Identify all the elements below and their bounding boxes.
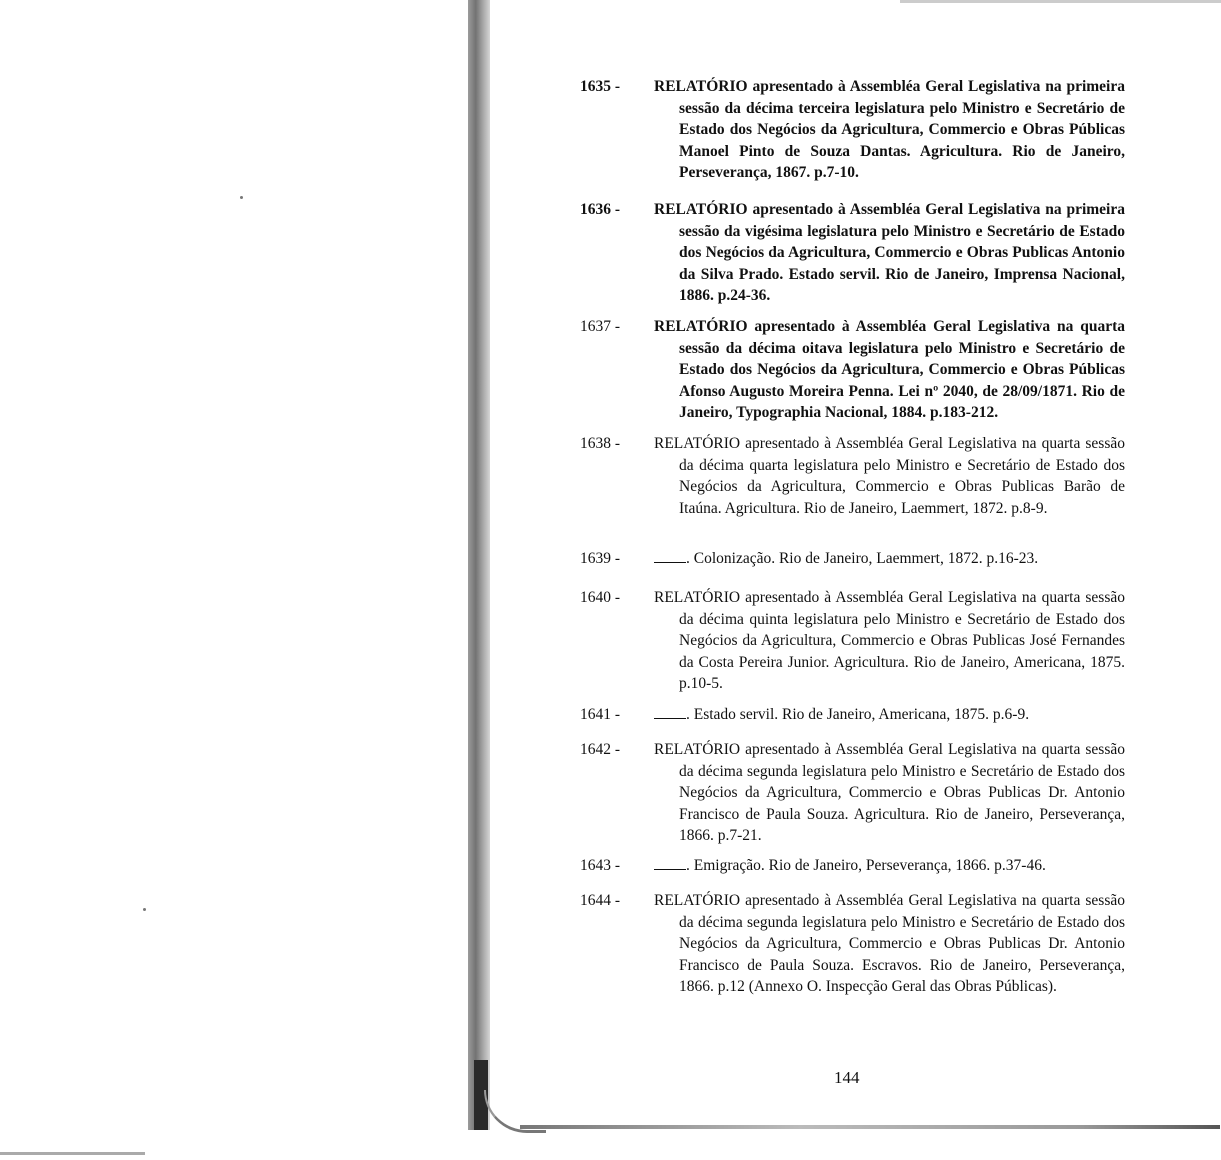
scan-edge-top xyxy=(900,0,1221,3)
entry-text-continued xyxy=(654,704,1125,726)
entry-number: 1635 - xyxy=(580,78,621,95)
bibliography-entry xyxy=(580,855,1125,877)
entry-text: RELATÓRIO apresentado à Assembléa Geral Legislativa na primeira sessão da décima terceira legislatura pelo Ministro e Secretário de Estado dos Negócios da Agricultura, Commercio e Obras Públicas Manoel Pinto de Souza Dantas. Agricultura. Rio de Janeiro, Perseverança, 1867. p.7-10. xyxy=(654,78,1125,181)
entry-number: 1640 - xyxy=(580,589,621,606)
entry-text: RELATÓRIO apresentado à Assembléa Geral Legislativa na quarta sessão da décima quinta legislatura pelo Ministro e Secretário de Estado dos Negócios da Agricultura, Commercio e Obras Publicas José Fernandes da Costa Pereira Junior. Agricultura. Rio de Janeiro, Americana, 1875. p.10-5. xyxy=(654,589,1125,692)
entry-number: 1638 - xyxy=(580,435,621,452)
entry-text: RELATÓRIO apresentado à Assembléa Geral Legislativa na primeira sessão da vigésima legislatura pelo Ministro e Secretário de Estado dos Negócios da Agricultura, Commercio e Obras Publicas Antonio da Silva Prado. Estado servil. Rio de Janeiro, Imprensa Nacional, 1886. p.24-36. xyxy=(654,201,1125,304)
entry-number: 1643 - xyxy=(580,857,621,874)
ditto-blank xyxy=(654,868,686,870)
bibliography-entry xyxy=(580,548,1125,570)
entry-text: RELATÓRIO apresentado à Assembléa Geral Legislativa na quarta sessão da décima quarta legislatura pelo Ministro e Secretário de Estado dos Negócios da Agricultura, Commercio e Obras Publicas Barão de Itaúna. Agricultura. Rio de Janeiro, Laemmert, 1872. p.8-9. xyxy=(654,435,1125,517)
scan-edge-left xyxy=(0,1152,145,1155)
entry-text: RELATÓRIO apresentado à Assembléa Geral Legislativa na quarta sessão da décima segunda legislatura pelo Ministro e Secretário de Estado dos Negócios da Agricultura, Commercio e Obras Publicas Dr. Antonio Francisco de Paula Souza. Escravos. Rio de Janeiro, Perseverança, 1866. p.12 (Annexo O. Inspecção Geral das Obras Públicas). xyxy=(654,892,1125,995)
book-spine-shadow xyxy=(468,0,490,1130)
entry-number: 1641 - xyxy=(580,706,621,723)
ditto-blank xyxy=(654,717,686,719)
bibliography-entry xyxy=(580,704,1125,726)
entry-text: . Emigração. Rio de Janeiro, Perseverança, 1866. p.37-46. xyxy=(686,857,1046,874)
entry-number: 1637 - xyxy=(580,318,621,335)
entry-number: 1639 - xyxy=(580,550,621,567)
entry-text: RELATÓRIO apresentado à Assembléa Geral Legislativa na quarta sessão da décima oitava legislatura pelo Ministro e Secretário de Estado dos Negócios da Agricultura, Commercio e Obras Públicas Afonso Augusto Moreira Penna. Lei nº 2040, de 28/09/1871. Rio de Janeiro, Typographia Nacional, 1884. p.183-212. xyxy=(654,318,1125,421)
entry-text: RELATÓRIO apresentado à Assembléa Geral Legislativa na quarta sessão da décima segunda legislatura pelo Ministro e Secretário de Estado dos Negócios da Agricultura, Commercio e Obras Publicas Dr. Antonio Francisco de Paula Souza. Agricultura. Rio de Janeiro, Perseverança, 1866. p.7-21. xyxy=(654,741,1125,844)
entry-text: . Colonização. Rio de Janeiro, Laemmert, 1872. p.16-23. xyxy=(686,550,1039,567)
entry-number: 1636 - xyxy=(580,201,621,218)
bibliography-entry xyxy=(580,199,1125,307)
bibliography-entry xyxy=(580,739,1125,847)
dust-speck xyxy=(240,196,243,199)
scan-edge-bottom xyxy=(520,1125,1220,1129)
page-number: 144 xyxy=(834,1068,860,1087)
bibliography-entry xyxy=(580,587,1125,695)
ditto-blank xyxy=(654,561,686,563)
entry-number: 1644 - xyxy=(580,892,621,909)
entry-number: 1642 - xyxy=(580,741,621,758)
dust-speck xyxy=(143,908,146,911)
bibliography-entry xyxy=(580,316,1125,424)
bibliography-entry xyxy=(580,433,1125,519)
bibliography-entry xyxy=(580,76,1125,184)
entry-text: . Estado servil. Rio de Janeiro, Americana, 1875. p.6-9. xyxy=(686,706,1030,723)
bibliography-entry xyxy=(580,890,1125,998)
entry-text-continued xyxy=(654,855,1125,877)
entry-text-continued xyxy=(654,548,1125,570)
